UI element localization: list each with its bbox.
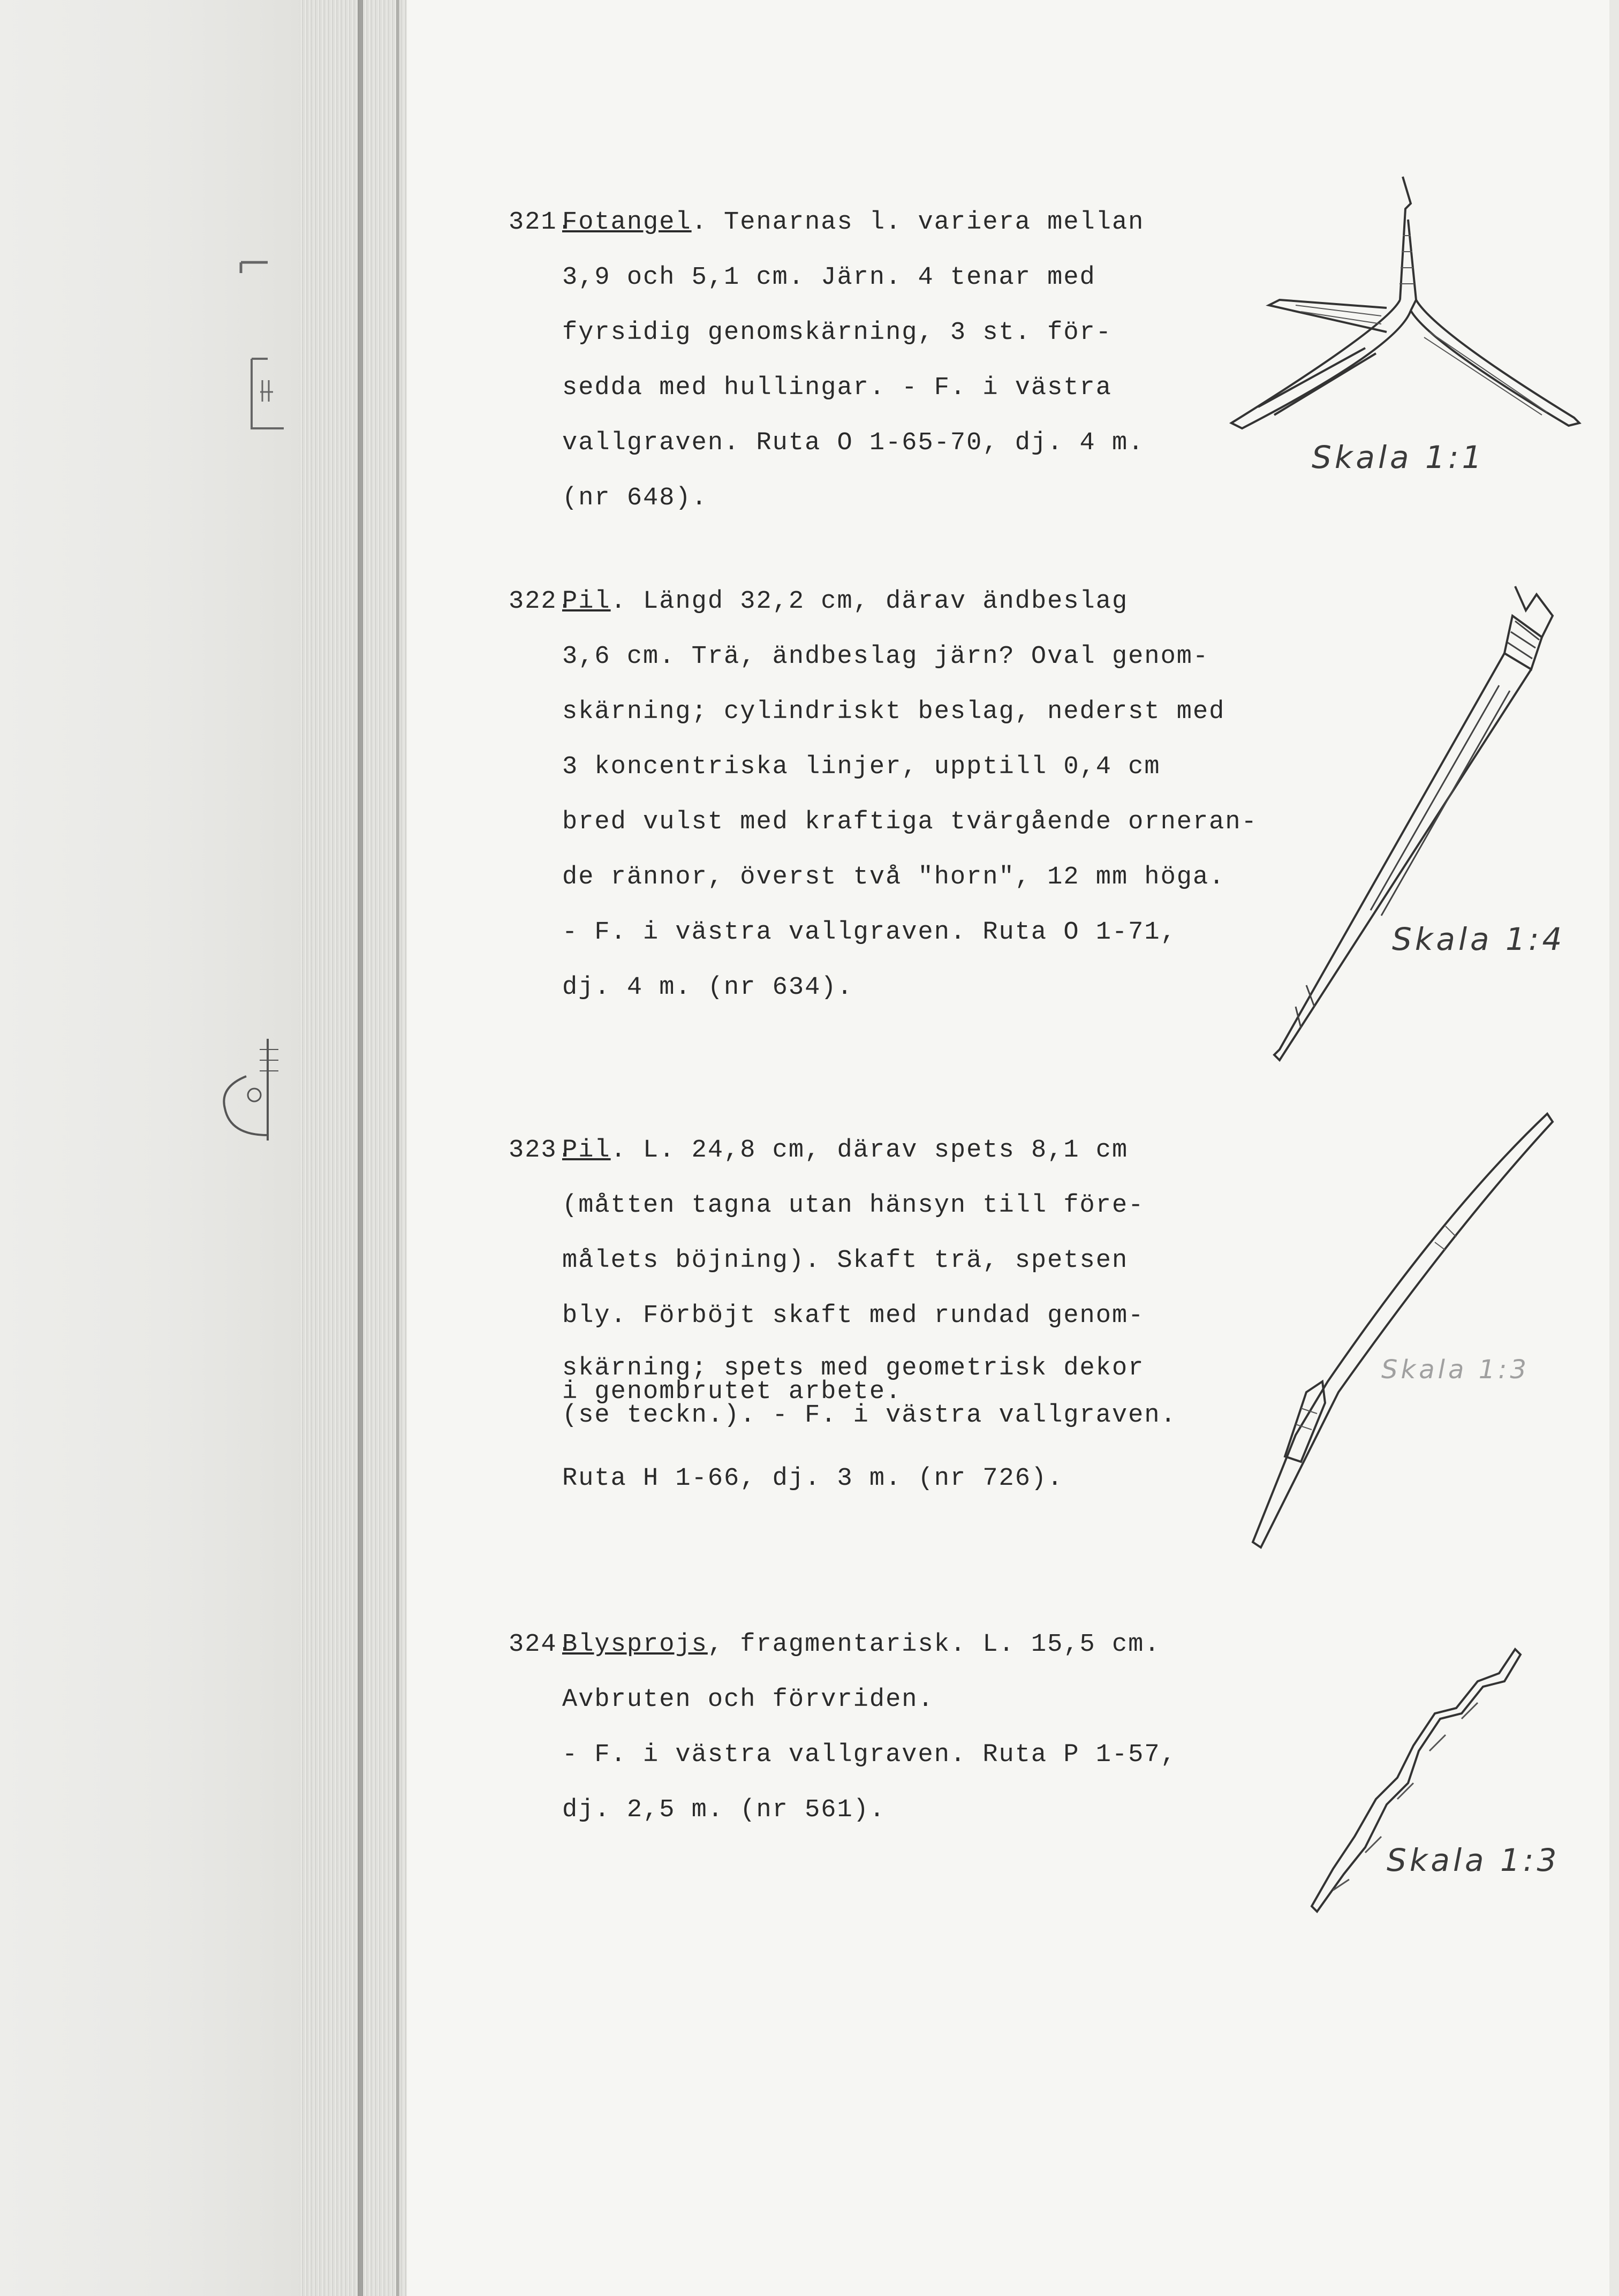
entry-name: Pil	[562, 1136, 611, 1165]
entry-number: 323.	[509, 1136, 573, 1165]
entry-line: dj. 4 m. (nr 634).	[562, 973, 853, 1002]
scale-label: Skala 1:4	[1392, 921, 1565, 957]
entry-number: 324.	[509, 1630, 573, 1659]
entry-line: sedda med hullingar. - F. i västra	[562, 374, 1112, 402]
entry-line: fyrsidig genomskärning, 3 st. för-	[562, 319, 1112, 347]
entry-line: skärning; cylindriskt beslag, nederst med	[562, 698, 1225, 726]
entry-line: (måtten tagna utan hänsyn till före-	[562, 1191, 1145, 1220]
entry-line: - F. i västra vallgraven. Ruta P 1-57,	[562, 1741, 1177, 1769]
entry-line: 3,6 cm. Trä, ändbeslag järn? Oval genom-	[562, 643, 1209, 671]
entry-line: de rännor, överst två "horn", 12 mm höga.	[562, 863, 1225, 892]
entry-line: Ruta H 1-66, dj. 3 m. (nr 726).	[562, 1464, 1064, 1493]
entry-line: 3,9 och 5,1 cm. Järn. 4 tenar med	[562, 263, 1096, 292]
entry-name: Fotangel	[562, 208, 692, 237]
entry-324	[509, 1617, 1177, 1838]
entry-line: skärning; spets med geometrisk dekor	[562, 1354, 1145, 1383]
spine-shadow	[358, 0, 363, 2296]
entry-321	[509, 195, 1145, 526]
entry-323-continued	[562, 1354, 1177, 1430]
entry-number: 321.	[509, 208, 573, 237]
entry-line: vallgraven. Ruta O 1-65-70, dj. 4 m.	[562, 429, 1145, 457]
entry-name: Pil	[562, 587, 611, 616]
scale-label: Skala 1:3	[1381, 1355, 1530, 1385]
entry-number: 322.	[509, 587, 573, 616]
entry-line: bly. Förböjt skaft med rundad genom-	[562, 1302, 1145, 1330]
page-stack-edges	[300, 0, 407, 2296]
entry-line: (se teckn.). - F. i västra vallgraven.	[562, 1401, 1177, 1430]
entry-line: - F. i västra vallgraven. Ruta O 1-71,	[562, 918, 1177, 947]
bleed-through-marks	[209, 1028, 284, 1157]
entry-323-end	[562, 1451, 1063, 1506]
arrow-drawing-icon	[1264, 578, 1574, 1071]
spine-shadow	[396, 0, 399, 2296]
entry-line: Pil. Längd 32,2 cm, därav ändbeslag	[562, 587, 1129, 616]
entry-line: Fotangel. Tenarnas l. variera mellan	[562, 208, 1145, 237]
entry-line: Pil. L. 24,8 cm, därav spets 8,1 cm	[562, 1136, 1129, 1165]
entry-line: dj. 2,5 m. (nr 561).	[562, 1796, 886, 1824]
entry-line: 3 koncentriska linjer, upptill 0,4 cm	[562, 753, 1161, 781]
scale-label: Skala 1:1	[1312, 439, 1485, 475]
scale-label: Skala 1:3	[1387, 1842, 1560, 1878]
entry-323	[509, 1123, 1145, 1343]
bleed-through-marks	[209, 252, 294, 455]
page-right-edge	[1609, 0, 1619, 2296]
entry-line: Avbruten och förvriden.	[562, 1686, 934, 1714]
lead-rod-drawing-icon	[1301, 1644, 1537, 1922]
entry-line: i genombrutet arbete.	[562, 1378, 902, 1406]
entry-line: bred vulst med kraftiga tvärgående orneran-	[562, 808, 1258, 836]
entry-322	[509, 574, 1258, 1015]
entry-line: (nr 648).	[562, 484, 708, 512]
bent-arrow-drawing-icon	[1231, 1103, 1574, 1553]
entry-line: Blysprojs, fragmentarisk. L. 15,5 cm.	[562, 1630, 1161, 1659]
entry-line: målets böjning). Skaft trä, spetsen	[562, 1247, 1129, 1275]
caltrop-drawing-icon	[1226, 171, 1585, 439]
entry-name: Blysprojs	[562, 1630, 708, 1659]
